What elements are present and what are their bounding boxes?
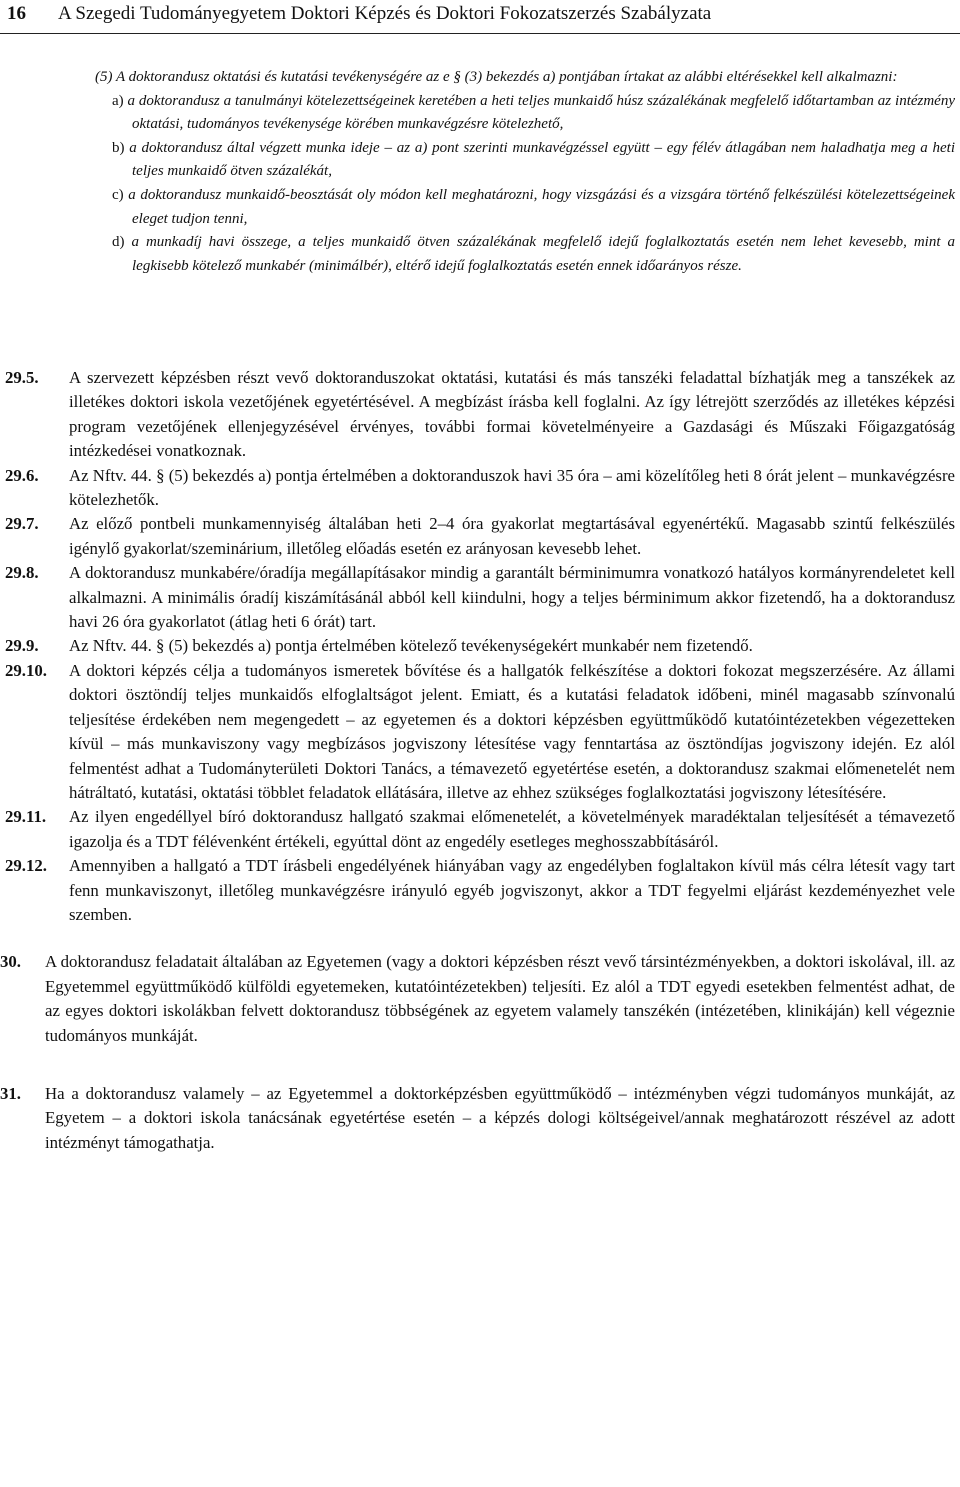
subsection-item-d xyxy=(95,231,955,278)
section-number: 29.9. xyxy=(5,636,39,656)
section-29-5 xyxy=(5,366,955,464)
section-number: 29.5. xyxy=(5,368,39,387)
section-text: Amennyiben a hallgató a TDT írásbeli engedélyének hiányában vagy az engedélyben foglaltakon kívül más célra létesít vagy tart fenn munkaviszonyt, illetőleg munkavégzésre irányuló egyéb jogviszonyt, akkor a TDT fegyelmi eljárást kezdeményezhet vele szemben. xyxy=(69,856,955,924)
item-text: a munkadíj havi összege, a teljes munkaidő ötven százalékának megfelelő idejű foglalkoztatás esetén nem lehet kevesebb, mint a legkisebb kötelező munkabér (minimálbér), eltérő idejű foglalkoztatás esetén ennek időarányos része. xyxy=(131,234,955,274)
item-label: b) xyxy=(112,139,125,156)
section-spacer xyxy=(5,927,955,950)
item-label: c) xyxy=(112,186,124,203)
section-number: 31. xyxy=(0,1083,21,1103)
section-text: A szervezett képzésben részt vevő doktoranduszokat oktatási, kutatási és más tanszéki feladattal bízhatják meg a tanszékek az illetékes doktori iskola vezetőjének egyetértésével. A megbízást írásba kell foglalni. Az így létrejött szerződés az illetékes képzési program vezetőjének ellenjegyzésével érvényes, további formai követelményeire a Gazdasági és Műszaki Főigazgatóság intézkedései vonatkoznak. xyxy=(69,368,955,461)
section-29-6 xyxy=(5,464,955,513)
item-text: a doktorandusz által végzett munka ideje – az a) pont szerinti munkavégzéssel együtt – egy félév átlagában nem haladhatja meg a heti teljes munkaidő ötven százalékát, xyxy=(129,139,955,180)
subsection-item-b xyxy=(95,137,955,184)
subsection-intro: (5) A doktorandusz oktatási és kutatási tevékenységére az e § (3) bekezdés a) pontjában írtakat az alábbi eltérésekkel kell alkalmazni: xyxy=(95,69,898,85)
subsection-item-c xyxy=(95,184,955,231)
page-number: 16 xyxy=(7,3,26,24)
section-number: 29.8. xyxy=(5,563,39,583)
header-rule xyxy=(0,33,960,34)
section-text: A doktorandusz feladatait általában az Egyetemen (vagy a doktori képzésben részt vevő társintézményekben, a doktori iskolával, ill. az Egyetemmel együttműködő külföldi egyetemeken, kutatóintézetekben) teljesíti. Ez alól a TDT egyedi esetekben felmentést adhat, de az egyes doktori iskolákban felvett doktorandusz többségének az egyetem valamely tanszékén (intézetében, klinikáján) kell végeznie tudományos munkáját. xyxy=(45,952,955,1045)
section-number: 29.7. xyxy=(5,514,39,534)
section-29-10 xyxy=(5,659,955,805)
section-30 xyxy=(0,950,955,1048)
section-number: 29.6. xyxy=(5,465,39,485)
section-31 xyxy=(0,1082,955,1155)
section-text: A doktorandusz munkabére/óradíja megállapításakor mindig a garantált bérminimumra vonatkozó hatályos kormányrendeletet kell alkalmazni. A minimális óradíj kiszámításánál abból kell kiindulni, hogy a teljes bérminimum akkor fizetendő, ha a doktorandusz havi 26 óra gyakorlatot (átlag heti 6 órát) tart. xyxy=(69,563,955,632)
section-29-11 xyxy=(5,805,955,854)
item-text: a doktorandusz munkaidő-beosztását oly módon kell meghatározni, hogy vizsgázási és a vizsgára történő felkészülési kötelezettségeinek eleget tudjon tenni, xyxy=(128,186,955,227)
subsection-5 xyxy=(95,66,955,278)
section-text: Ha a doktorandusz valamely – az Egyetemmel a doktorképzésben együttműködő – intézményben végzi tudományos munkáját, az Egyetem – a doktori iskola tanácsának egyetértése esetén – a képzés dologi költségeivel/annak meghatározott részével az adott intézményt támogathatja. xyxy=(45,1083,955,1152)
section-text: Az Nftv. 44. § (5) bekezdés a) pontja értelmében a doktoranduszok havi 35 óra – ami közelítőleg heti 8 órát jelent – munkavégzésre kötelezhetők. xyxy=(69,465,955,510)
document-title: A Szegedi Tudományegyetem Doktori Képzés és Doktori Fokozatszerzés Szabályzata xyxy=(58,3,712,24)
section-text: Az Nftv. 44. § (5) bekezdés a) pontja értelmében kötelező tevékenységekért munkabér nem fizetendő. xyxy=(69,636,753,656)
section-spacer xyxy=(5,1048,955,1082)
section-number: 29.10. xyxy=(5,660,47,680)
section-29-9 xyxy=(5,634,955,658)
section-29-12 xyxy=(5,854,955,927)
section-text: Az ilyen engedéllyel bíró doktorandusz hallgató szakmai előmenetelét, a követelmények maradéktalan teljesítését a témavezető igazolja és a TDT félévenként értékeli, egyúttal dönt az engedély esetleges meghosszabbításáról. xyxy=(69,807,955,851)
section-29-8 xyxy=(5,561,955,634)
section-text: Az előző pontbeli munkamennyiség általában heti 2–4 óra gyakorlat megtartásával egyenértékű. Magasabb szintű felkészülés igénylő gyakorlat/szeminárium, illetőleg előadás esetén ez arányosan kevesebb lehet. xyxy=(69,514,955,558)
subsection-item-a xyxy=(95,90,955,137)
section-number: 30. xyxy=(0,952,21,972)
page-header xyxy=(0,0,960,40)
section-number: 29.12. xyxy=(5,856,47,876)
main-body xyxy=(0,366,955,1155)
item-label: d) xyxy=(112,234,125,251)
section-number: 29.11. xyxy=(5,807,47,827)
item-text: a doktorandusz a tanulmányi kötelezettségeinek keretében a heti teljes munkaidő húsz százalékának megfelelő időtartamban az intézmény oktatási, tudományos tevékenysége körében munkavégzésre kötelezhető, xyxy=(127,92,956,133)
item-label: a) xyxy=(112,92,124,109)
section-text: A doktori képzés célja a tudományos ismeretek bővítése és a hallgatók felkészítése a doktori fokozat megszerzésére. Az állami doktori ösztöndíj teljes munkaidős elfoglaltságot jelent. Emiatt, és a kutatási feladatok időbeni, minél magasabb színvonalú teljesítése érdekében nem megengedett – az egyetemen és a doktori képzésben együttműködő kutatóintézetekben végezetteken kívül – más munkaviszony vagy megbízásos jogviszony létesítése vagy fenntartása az ösztöndíjas jogviszony idején. Ez alól felmentést adhat a Tudományterületi Doktori Tanács, a témavezető egyetértése esetén, a doktorandusz szakmai előmenetelét nem hátráltató, kutatási, oktatási többlet feladatok ellátására, illetve az ehhez szükséges foglalkoztatási jogviszony létesítésére. xyxy=(69,660,955,802)
section-29-7 xyxy=(5,512,955,561)
